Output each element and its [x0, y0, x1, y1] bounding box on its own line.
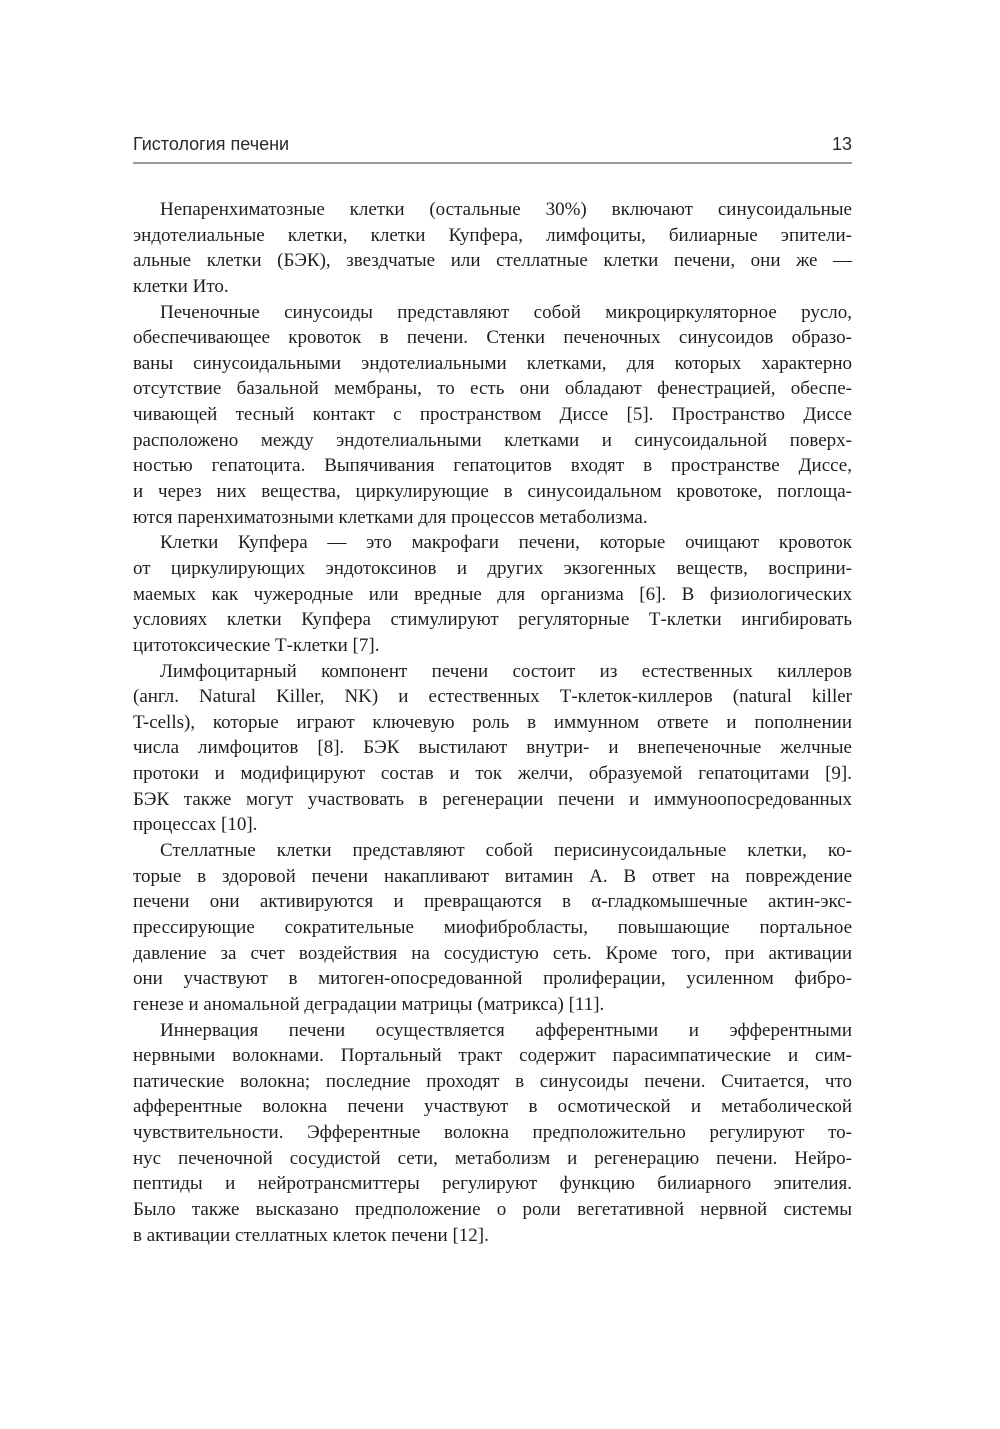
text-line: в активации стеллатных клеток печени [12].: [133, 1224, 489, 1246]
text-line: Клетки Купфера — это макрофаги печени, которые очищают кровоток: [160, 532, 852, 554]
text-line: отсутствие базальной мембраны, то есть они обладают фенестрацией, обеспе-: [133, 378, 852, 400]
text-line: торые в здоровой печени накапливают витамин А. В ответ на повреждение: [133, 865, 852, 887]
text-line: и через них вещества, циркулирующие в синусоидальном кровотоке, поглоща-: [133, 481, 852, 503]
text-line: печени они активируются и превращаются в α-гладкомышечные актин-экс-: [133, 891, 852, 913]
text-line: (англ. Natural Killer, NK) и естественных Т-клеток-киллеров (natural killer: [133, 686, 852, 708]
text-line: они участвуют в митоген-опосредованной пролиферации, усиленном фибро-: [133, 968, 852, 990]
text-line: Печеночные синусоиды представляют собой микроциркуляторное русло,: [160, 301, 852, 323]
text-line: протоки и модифицируют состав и ток желчи, образуемой гепатоцитами [9].: [133, 763, 852, 785]
text-line: БЭК также могут участвовать в регенерации печени и иммуноопосредованных: [133, 788, 852, 810]
paragraph: [133, 530, 852, 658]
text-line: условиях клетки Купфера стимулируют регуляторные Т-клетки ингибировать: [133, 609, 852, 631]
text-line: клетки Ито.: [133, 275, 229, 297]
paragraph: [133, 659, 852, 838]
text-line: прессирующие сократительные миофибробласты, повышающие портальное: [133, 916, 852, 938]
paragraph: [133, 197, 852, 300]
text-line: чивающей тесный контакт с пространством Диссе [5]. Пространство Диссе: [133, 404, 852, 426]
text-line: патические волокна; последние проходят в синусоиды печени. Считается, что: [133, 1070, 852, 1092]
text-line: ваны синусоидальными эндотелиальными клетками, для которых характерно: [133, 352, 852, 374]
text-line: T-cells), которые играют ключевую роль в иммунном ответе и пополнении: [133, 711, 852, 733]
text-line: Иннервация печени осуществляется афферентными и эфферентными: [160, 1019, 852, 1041]
text-line: от циркулирующих эндотоксинов и других экзогенных веществ, восприни-: [133, 557, 852, 579]
paragraph: [133, 300, 852, 531]
running-header-title: Гистология печени: [133, 134, 290, 154]
paragraph: [133, 1018, 852, 1249]
text-line: Лимфоцитарный компонент печени состоит из естественных киллеров: [160, 660, 852, 682]
text-line: нус печеночной сосудистой сети, метаболизм и регенерацию печени. Нейро-: [133, 1147, 852, 1169]
text-line: числа лимфоцитов [8]. БЭК выстилают внутри- и внепеченочные желчные: [133, 737, 852, 759]
text-line: эндотелиальные клетки, клетки Купфера, лимфоциты, билиарные эпители-: [133, 224, 852, 246]
body-text: [133, 197, 852, 1248]
page-number: 13: [831, 134, 852, 154]
text-line: пептиды и нейротрансмиттеры регулируют функцию билиарного эпителия.: [133, 1173, 852, 1195]
text-line: генезе и аномальной деградации матрицы (матрикса) [11].: [133, 993, 605, 1015]
text-line: давление за счет воздействия на сосудистую сеть. Кроме того, при активации: [133, 942, 852, 964]
text-line: расположено между эндотелиальными клетками и синусоидальной поверх-: [133, 429, 852, 451]
text-line: цитотоксические Т-клетки [7].: [133, 634, 380, 656]
text-line: альные клетки (БЭК), звездчатые или стеллатные клетки печени, они же —: [133, 250, 852, 272]
text-line: процессах [10].: [133, 814, 258, 836]
text-line: чувствительности. Эфферентные волокна предположительно регулируют то-: [133, 1122, 852, 1144]
text-line: нервными волокнами. Портальный тракт содержит парасимпатические и сим-: [133, 1045, 852, 1067]
text-line: Стеллатные клетки представляют собой перисинусоидальные клетки, ко-: [160, 840, 852, 862]
text-line: ностью гепатоцита. Выпячивания гепатоцитов входят в пространстве Диссе,: [133, 455, 852, 477]
text-line: Непаренхиматозные клетки (остальные 30%) включают синусоидальные: [160, 199, 852, 220]
header-divider: [133, 162, 852, 164]
text-line: обеспечивающее кровоток в печени. Стенки печеночных синусоидов образо-: [133, 327, 852, 349]
paragraph: [133, 838, 852, 1017]
text-line: Было также высказано предположение о роли вегетативной нервной системы: [133, 1198, 852, 1220]
text-line: афферентные волокна печени участвуют в осмотической и метаболической: [133, 1096, 852, 1118]
text-line: маемых как чужеродные или вредные для организма [6]. В физиологических: [133, 583, 852, 605]
text-line: ются паренхиматозными клетками для процессов метаболизма.: [133, 506, 648, 528]
